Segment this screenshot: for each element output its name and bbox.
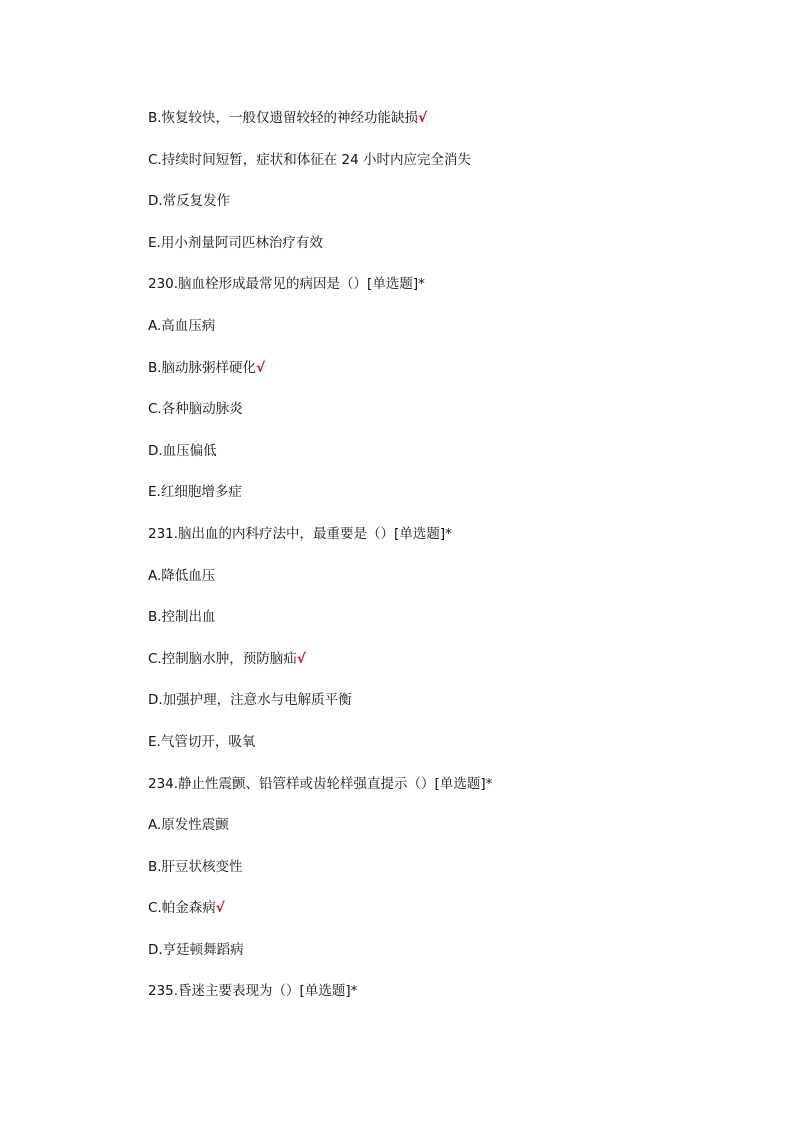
answer-option	[148, 108, 748, 150]
line-text: B.脑动脉粥样硬化	[148, 359, 257, 376]
answer-option	[148, 649, 748, 691]
checkmark-icon: √	[256, 359, 266, 376]
line-text: C.各种脑动脉炎	[148, 401, 243, 418]
answer-option	[148, 233, 748, 275]
answer-option	[148, 150, 748, 192]
line-text: 230.脑血栓形成最常见的病因是（）[单选题]*	[148, 276, 425, 293]
answer-option	[148, 940, 748, 982]
line-text: B.恢复较快，一般仅遗留较轻的神经功能缺损	[148, 110, 419, 126]
line-text: E.气管切开，吸氧	[148, 733, 256, 750]
line-text: D.血压偏低	[148, 442, 217, 459]
line-text: C.持续时间短暂，症状和体征在 24 小时内应完全消失	[148, 151, 471, 168]
answer-option	[148, 566, 748, 608]
line-text: 235.昏迷主要表现为（）[单选题]*	[148, 983, 358, 1000]
line-text: A.原发性震颤	[148, 817, 229, 834]
answer-option	[148, 482, 748, 524]
answer-option	[148, 316, 748, 358]
answer-option	[148, 441, 748, 483]
line-text: D.亨廷顿舞蹈病	[148, 941, 244, 958]
answer-option	[148, 898, 748, 940]
question-list	[148, 108, 748, 1023]
answer-option	[148, 857, 748, 899]
checkmark-icon: √	[418, 110, 428, 126]
line-text: E.用小剂量阿司匹林治疗有效	[148, 234, 323, 251]
checkmark-icon: √	[215, 900, 225, 917]
line-text: C.控制脑水肿，预防脑疝	[148, 650, 297, 667]
line-text: 234.静止性震颤、铅管样或齿轮样强直提示（）[单选题]*	[148, 775, 493, 792]
question-stem	[148, 524, 748, 566]
line-text: B.肝豆状核变性	[148, 858, 243, 875]
line-text: D.加强护理，注意水与电解质平衡	[148, 692, 352, 709]
line-text: C.帕金森病	[148, 900, 216, 917]
question-stem	[148, 774, 748, 816]
answer-option	[148, 607, 748, 649]
answer-option	[148, 690, 748, 732]
line-text: A.高血压病	[148, 317, 216, 334]
line-text: B.控制出血	[148, 609, 216, 626]
line-text: D.常反复发作	[148, 193, 231, 210]
answer-option	[148, 358, 748, 400]
answer-option	[148, 732, 748, 774]
answer-option	[148, 191, 748, 233]
line-text: A.降低血压	[148, 567, 216, 584]
question-stem	[148, 981, 748, 1023]
question-stem	[148, 274, 748, 316]
answer-option	[148, 399, 748, 441]
checkmark-icon: √	[296, 650, 306, 667]
answer-option	[148, 815, 748, 857]
line-text: E.红细胞增多症	[148, 484, 242, 501]
line-text: 231.脑出血的内科疗法中，最重要是（）[单选题]*	[148, 525, 452, 542]
